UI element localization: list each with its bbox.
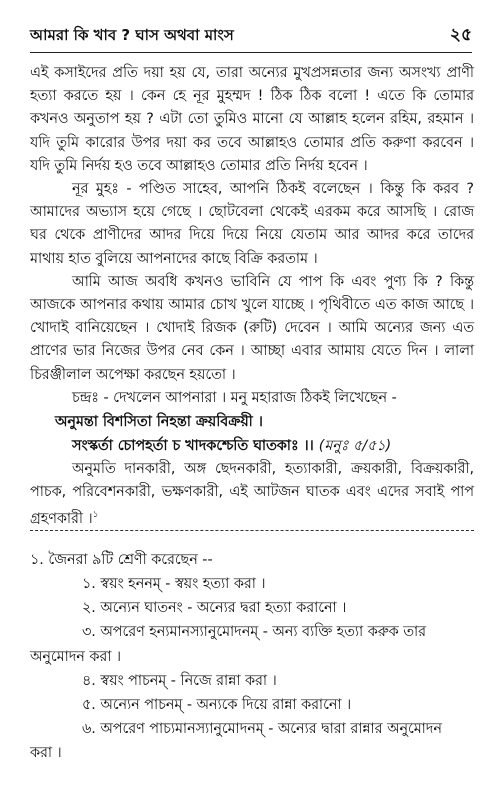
paragraph-4: চন্দ্রঃ - দেখলেন আপনারা । মনু মহারাজ ঠিকই লিখেছেন - (72, 389, 397, 406)
page-number: ২৫ (449, 25, 472, 45)
sanskrit-verse-line-2 (30, 434, 474, 458)
verse-text: সংস্কর্তা চোপহর্তা চ খাদকশ্চেতি ঘাতকাঃ ।। (72, 438, 314, 455)
footnote-marker: ১ (92, 510, 99, 521)
header-title: আমরা কি খাব ? ঘাস অথবা মাংস (30, 26, 234, 44)
main-text (30, 62, 474, 531)
footnote-item: ৬. অপরেণ পাচ্যমানস্যানুমোদনম্‌ - অন্যের দ্বারা রান্নার অনুমোদন (82, 721, 442, 738)
footnote-divider (30, 530, 474, 531)
footnote-item: ৫. অন্যেন পাচনম্‌ - অন্যকে দিয়ে রান্না করানো । (82, 697, 352, 714)
footnote-heading: ১. জৈনরা ৯টি শ্রেণী করেছেন -- (30, 552, 213, 568)
paragraph-3: আমি আজ অবধি কখনও ভাবিনি যে পাপ কি এবং পুণ্য কি ? কিন্তু আজকে আপনার কথায় আমার চোখ খুলে যাচ্ছে । পৃথিবীতে এত কাজ আছে । খোদাই বানিয়েছেন । খোদাই রিজক (রুটি) দেবেন । আমি অন্যের জন্য এত প্রাণের ভার নিজের উপর নেব কেন । আচ্ছা এবার আমায় যেতে দিন । লালা চিরঞ্জীলাল অপেক্ষা করছেন হয়তো । (30, 273, 474, 383)
paragraph-5-text: অনুমতি দানকারী, অঙ্গ ছেদনকারী, হত্যাকারী, ক্রয়কারী, বিক্রয়কারী, পাচক, পরিবেশনকারী, ভক্ষণকারী, এই আটজন ঘাতক এবং এদের সবাই পাপ গ্রহণকারী । (30, 461, 474, 528)
footnotes (30, 548, 474, 766)
footnote-item: ১. স্বয়ং হননম্‌ - স্বয়ং হত্যা করা । (82, 576, 266, 592)
footnote-item: ২. অন্যেন ঘাতনং - অন্যের দ্বরা হত্যা করানো । (82, 600, 347, 617)
footnote-item-continuation: করা । (30, 745, 62, 762)
sanskrit-verse-line-1: অনুমন্তা বিশসিতা নিহন্তা ক্রয়বিক্রয়ী । (55, 414, 263, 431)
footnote-item: ৪. স্বয়ং পাচনম্‌ - নিজে রান্না করা । (82, 672, 277, 689)
paragraph-2: নূর মুহঃ - পণ্ডিত সাহেব, আপনি ঠিকই বলেছেন । কিন্তু কি করব ? আমাদের অভ্যাস হয়ে গেছে । ছোটবেলা থেকেই এরকম করে আসছি । রোজ ঘর থেকে প্রাণীদের আদর দিয়ে দিয়ে নিয়ে যেতাম আর আদর করে তাদের মাথায় হাত বুলিয়ে আপনাদের কাছে বিক্রি করতাম । (30, 181, 474, 267)
footnote-item: ৩. অপরেণ হন্যমানস্যানুমোদনম্‌ - অন্য ব্যক্তি হত্যা করুক তার (82, 624, 426, 641)
paragraph-1: এই কসাইদের প্রতি দয়া হয় যে, তারা অন্যের মুখপ্রসন্নতার জন্য অসংখ্য প্রাণী হত্যা করতে হয় । কেন হে নূর মুহম্মদ ! ঠিক ঠিক বলো ! এতে কি তোমার কখনও অনুতাপ হয় ? এটা তো তুমিও মানো যে আল্লাহ হলেন রহিম, রহমান । যদি তুমি কারোর উপর দয়া কর তবে আল্লাহও তোমার প্রতি করুণা করবেন । যদি তুমি নির্দয় হও তবে আল্লাহও তোমার প্রতি নির্দয় হবেন । (30, 65, 474, 174)
verse-reference: (মনুঃ ৫/৫১) (318, 438, 392, 455)
running-header (30, 18, 472, 53)
paragraph-5 (30, 458, 474, 531)
footnote-item-continuation: অনুমোদন করা । (30, 648, 122, 665)
